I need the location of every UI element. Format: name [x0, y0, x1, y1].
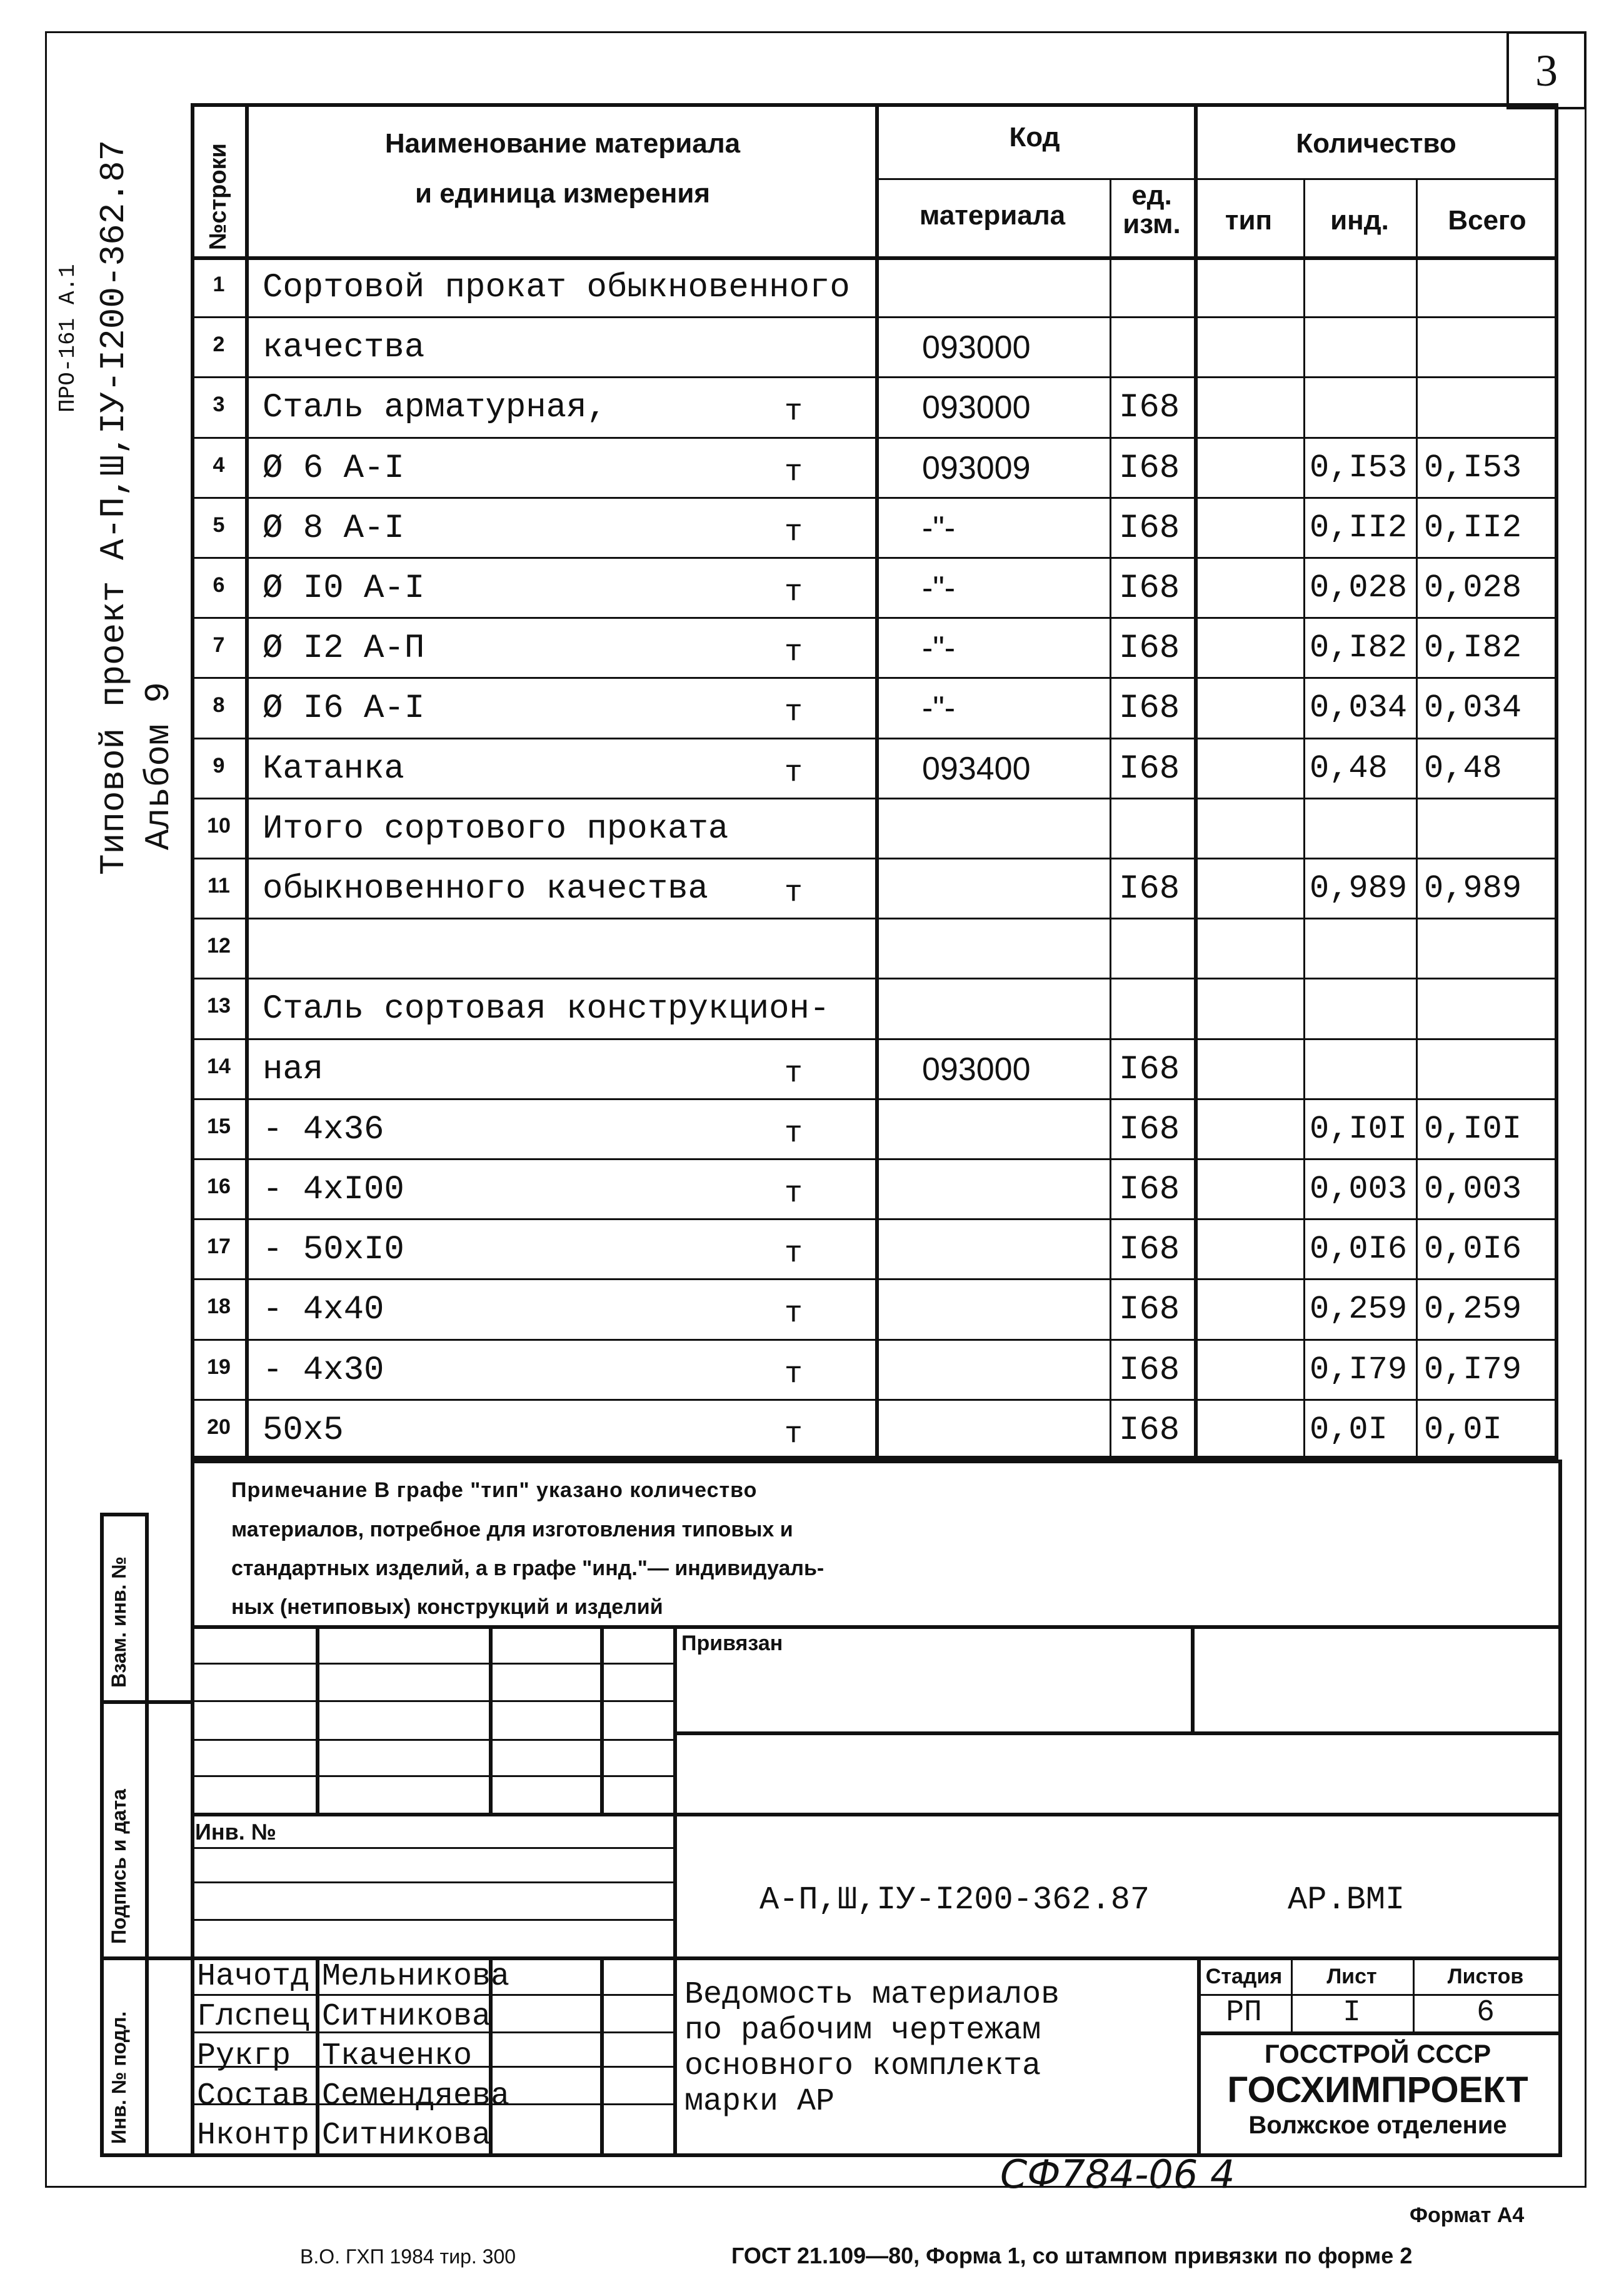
side-title-code: ПРО-161 А.1 [55, 264, 81, 413]
material-code: 093400 [922, 750, 1031, 787]
header-qty-total: Всего [1448, 205, 1526, 236]
unit-code: I68 [1119, 449, 1180, 488]
footer-right: ГОСТ 21.109—80, Форма 1, со штампом привязки по форме 2 [731, 2243, 1413, 2268]
stamp-sheets-label: Листов [1447, 1965, 1524, 1988]
unit-label: т [784, 395, 803, 429]
stamp-inv-no: Инв. № [195, 1819, 276, 1845]
stamp-title-2: по рабочим чертежам [684, 2013, 1041, 2048]
stamp-doc-mark: АР.ВМI [1288, 1881, 1405, 1918]
unit-code: I68 [1119, 389, 1180, 428]
row-divider [191, 858, 1558, 859]
stamp-doc-code: А-П,Ш,IУ-I200-362.87 [759, 1881, 1150, 1918]
material-code: 093009 [922, 449, 1031, 486]
stamp-vzam: Взам. инв. № [108, 1556, 130, 1688]
note-line-4: ных (нетиповых) конструкций и изделий [231, 1595, 663, 1619]
qty-total: 0,034 [1424, 689, 1522, 727]
stamp-stage-label: Стадия [1205, 1965, 1283, 1988]
stamp-podpis: Подпись и дата [108, 1789, 130, 1944]
note-line-2: материалов, потребное для изготовления типовых и [231, 1518, 793, 1541]
row-divider [191, 1038, 1558, 1040]
material-name: Сортовой прокат обыкновенного [263, 269, 850, 307]
unit-label: т [784, 1417, 803, 1451]
row-divider [191, 437, 1558, 439]
qty-total: 0,0I6 [1424, 1231, 1522, 1268]
material-name: - 4x36 [263, 1110, 384, 1149]
row-number: 17 [207, 1235, 231, 1259]
stamp-person-name: Ситникова [322, 2118, 491, 2153]
row-divider [191, 677, 1558, 679]
sheet-number: 3 [1535, 46, 1558, 96]
row-divider [191, 1158, 1558, 1160]
stamp-person-role: Начотд [197, 1959, 310, 1995]
row-divider [191, 1218, 1558, 1220]
stamp-sheet-label: Лист [1326, 1965, 1377, 1988]
row-number: 14 [207, 1054, 231, 1078]
unit-label: т [784, 515, 803, 549]
qty-ind: 0,I79 [1310, 1351, 1408, 1388]
unit-code: I68 [1119, 1291, 1180, 1330]
unit-label: т [784, 636, 803, 670]
unit-code: I68 [1119, 1171, 1180, 1209]
unit-code: I68 [1119, 689, 1180, 728]
stamp-inv-podl: Инв. № подл. [108, 2011, 130, 2144]
material-name: Ø I6 А-I [263, 689, 425, 728]
stamp-person-name: Ткаченко [322, 2038, 473, 2074]
row-divider [191, 617, 1558, 619]
unit-code: I68 [1119, 749, 1180, 788]
qty-ind: 0,II2 [1310, 509, 1408, 546]
row-number: 13 [207, 994, 231, 1018]
qty-total: 0,I53 [1424, 449, 1522, 486]
material-code: -"- [922, 509, 956, 546]
stamp-person-role: Состав [197, 2078, 310, 2114]
stamp-sheet: I [1343, 1996, 1361, 2030]
note-line-3: стандартных изделий, а в графе "инд."— индивидуаль- [231, 1556, 825, 1580]
header-qty-type: тип [1225, 205, 1273, 236]
qty-ind: 0,0I [1310, 1411, 1388, 1448]
unit-code: I68 [1119, 1231, 1180, 1270]
row-number: 19 [207, 1355, 231, 1379]
row-number: 5 [213, 513, 225, 537]
stamp-title-4: марки АР [684, 2084, 835, 2120]
material-name: обыкновенного качества [263, 870, 708, 908]
row-divider [191, 557, 1558, 559]
stamp-title-3: основного комплекта [684, 2048, 1041, 2084]
stamp-sheets: 6 [1476, 1996, 1495, 2030]
row-number: 18 [207, 1295, 231, 1319]
material-name: Итого сортового проката [263, 809, 729, 848]
qty-ind: 0,034 [1310, 689, 1408, 727]
material-name: Сталь сортовая конструкцион- [263, 990, 830, 1029]
material-name: - 4xI00 [263, 1171, 404, 1209]
stamp-org-3: Волжское отделение [1248, 2111, 1507, 2139]
qty-total: 0,028 [1424, 569, 1522, 606]
row-divider [191, 918, 1558, 919]
row-number: 12 [207, 934, 231, 958]
side-title-line2: Альбом 9 [139, 682, 179, 850]
stamp-org-1: ГОССТРОЙ СССР [1264, 2039, 1491, 2068]
qty-ind: 0,48 [1310, 749, 1388, 787]
unit-label: т [784, 756, 803, 790]
row-number: 11 [208, 874, 230, 898]
qty-total: 0,II2 [1424, 509, 1522, 546]
qty-ind: 0,028 [1310, 569, 1408, 606]
unit-label: т [784, 1297, 803, 1331]
unit-label: т [784, 1177, 803, 1211]
material-name: ная [263, 1050, 324, 1089]
row-number: 6 [213, 573, 225, 597]
header-qty-ind: инд. [1330, 205, 1389, 236]
unit-code: I68 [1119, 1050, 1180, 1089]
material-code: -"- [922, 630, 956, 667]
material-name: - 4x30 [263, 1351, 384, 1390]
unit-code: I68 [1119, 1110, 1180, 1149]
material-name: Сталь арматурная, [263, 389, 607, 428]
qty-total: 0,003 [1424, 1171, 1522, 1208]
handwritten-code: СФ784-06 4 [1000, 2151, 1235, 2197]
row-number: 2 [213, 333, 225, 357]
material-name: качества [263, 329, 425, 368]
header-qty: Количество [1296, 128, 1456, 159]
qty-total: 0,I0I [1424, 1110, 1522, 1148]
qty-ind: 0,259 [1310, 1291, 1408, 1328]
qty-total: 0,259 [1424, 1291, 1522, 1328]
unit-code: I68 [1119, 509, 1180, 548]
qty-ind: 0,0I6 [1310, 1231, 1408, 1268]
row-number: 4 [213, 453, 225, 477]
row-divider [191, 738, 1558, 739]
header-name-line1: Наименование материала [384, 128, 741, 159]
qty-ind: 0,003 [1310, 1171, 1408, 1208]
row-divider [191, 376, 1558, 378]
qty-total: 0,0I [1424, 1411, 1502, 1448]
row-divider [191, 316, 1558, 318]
unit-label: т [784, 696, 803, 730]
stamp-stage: РП [1226, 1996, 1262, 2030]
qty-total: 0,I79 [1424, 1351, 1522, 1388]
material-name: Ø 6 А-I [263, 449, 404, 488]
header-code-unit-1: ед. [1131, 180, 1172, 211]
row-number: 16 [207, 1175, 231, 1198]
row-number: 20 [207, 1415, 231, 1439]
material-name: - 50xI0 [263, 1231, 404, 1270]
row-divider [191, 1339, 1558, 1341]
row-number: 15 [207, 1114, 231, 1138]
row-number: 9 [213, 753, 225, 778]
material-name: 50x5 [263, 1411, 344, 1450]
header-name-line2: и единица измерения [414, 178, 711, 209]
stamp-person-role: Рукгр [197, 2038, 291, 2074]
unit-label: т [784, 1357, 803, 1391]
stamp-privyazan: Привязан [681, 1631, 783, 1655]
unit-code: I68 [1119, 629, 1180, 668]
qty-ind: 0,I53 [1310, 449, 1408, 486]
row-divider [191, 497, 1558, 499]
row-divider [191, 1098, 1558, 1100]
material-code: 093000 [922, 1051, 1031, 1088]
material-code: 093000 [922, 329, 1031, 366]
unit-code: I68 [1119, 1351, 1180, 1390]
stamp-person-role: Глспец [197, 1998, 310, 2035]
row-number: 10 [207, 813, 231, 838]
header-code: Код [1009, 122, 1060, 153]
row-divider [191, 978, 1558, 979]
qty-total: 0,48 [1424, 749, 1502, 787]
qty-ind: 0,989 [1310, 870, 1408, 907]
stamp-org-2: ГОСХИМПРОЕКТ [1227, 2070, 1528, 2110]
qty-total: 0,I82 [1424, 629, 1522, 667]
material-code: 093000 [922, 389, 1031, 426]
qty-total: 0,989 [1424, 870, 1522, 907]
unit-label: т [784, 876, 803, 910]
material-code: -"- [922, 690, 956, 727]
header-row-number: №строки [205, 143, 231, 250]
format-label: Формат А4 [1410, 2203, 1525, 2227]
material-code: -"- [922, 570, 956, 606]
note-line-1: Примечание В графе "тип" указано количество [231, 1478, 758, 1502]
material-name: Ø 8 А-I [263, 509, 404, 548]
unit-code: I68 [1119, 870, 1180, 908]
qty-ind: 0,I0I [1310, 1110, 1408, 1148]
material-name: Катанка [263, 749, 404, 788]
unit-code: I68 [1119, 1411, 1180, 1450]
footer-left: В.О. ГХП 1984 тир. 300 [300, 2245, 516, 2268]
unit-label: т [784, 1056, 803, 1091]
unit-code: I68 [1119, 569, 1180, 608]
row-number: 3 [213, 393, 225, 417]
material-name: Ø I0 А-I [263, 569, 425, 608]
row-divider [191, 798, 1558, 799]
unit-label: т [784, 455, 803, 489]
unit-label: т [784, 1237, 803, 1271]
unit-label: т [784, 576, 803, 609]
stamp-person-name: Мельникова [322, 1959, 510, 1995]
qty-ind: 0,I82 [1310, 629, 1408, 667]
side-title-line1: Типовой проект А-П,Ш,IУ-I200-362.87 [94, 139, 134, 875]
stamp-title-1: Ведомость материалов [684, 1977, 1060, 2013]
header-code-unit-2: изм. [1123, 209, 1181, 239]
row-divider [191, 1278, 1558, 1280]
stamp-person-name: Семендяева [322, 2078, 510, 2114]
row-number: 8 [213, 693, 225, 718]
row-number: 7 [213, 633, 225, 658]
row-number: 1 [213, 273, 225, 296]
material-name: Ø I2 А-П [263, 629, 425, 668]
material-name: - 4x40 [263, 1291, 384, 1330]
stamp-person-name: Ситникова [322, 1998, 491, 2035]
unit-label: т [784, 1116, 803, 1151]
stamp-person-role: Нконтр [197, 2118, 310, 2153]
header-code-material: материала [919, 200, 1066, 231]
row-divider [191, 1399, 1558, 1401]
